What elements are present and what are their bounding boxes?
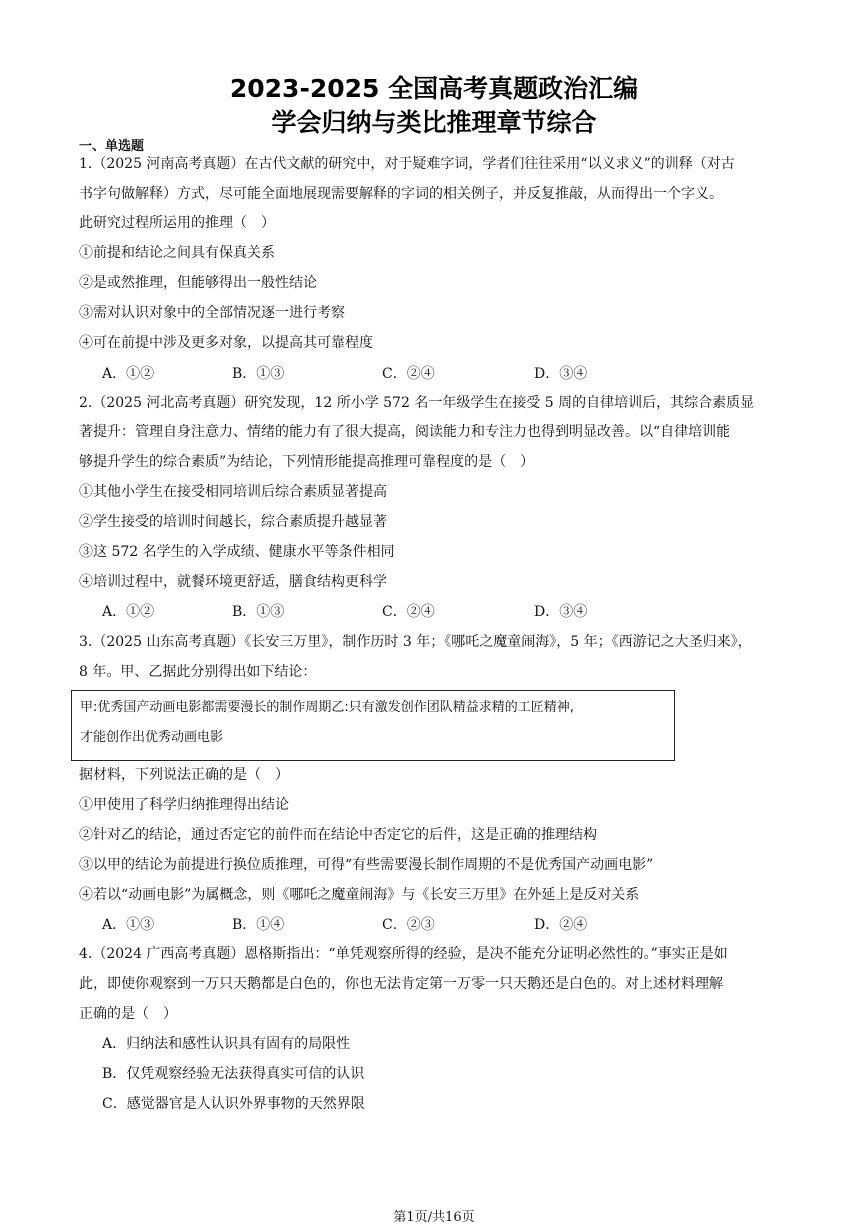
q4-stem-line: 此，即使你观察到一万只天鹅都是白色的，你也无法肯定第一万零一只天鹅还是白色的。对上述材料理解	[79, 976, 723, 992]
q3-stem-line: 3.（2025 山东高考真题）《长安三万里》，制作历时 3 年；《哪吒之魔童闹海》，5 年；《西游记之大圣归来》，	[79, 634, 752, 650]
q3-prompt: 据材料，下列说法正确的是（ ）	[79, 767, 289, 783]
q2-option-d: D．③④	[534, 604, 588, 620]
section-heading: 一、单选题	[79, 139, 145, 154]
q4-option-b: B．仅凭观察经验无法获得真实可信的认识	[102, 1066, 365, 1082]
q2-item: ②学生接受的培训时间越长，综合素质提升越显著	[79, 514, 387, 530]
q3-option-a: A．①③	[102, 917, 155, 933]
q2-option-c: C．②④	[382, 604, 435, 620]
q1-option-b: B．①③	[232, 366, 285, 382]
q1-stem-line: 此研究过程所运用的推理（ ）	[79, 215, 275, 231]
q3-option-c: C．②③	[382, 917, 435, 933]
q2-item: ③这 572 名学生的入学成绩、健康水平等条件相同	[79, 544, 395, 560]
q1-stem-line: 1.（2025 河南高考真题）在古代文献的研究中，对于疑难字词，学者们往往采用“以义求义”的训释（对古	[79, 156, 735, 172]
q3-material-line: 甲:优秀国产动画电影都需要漫长的制作周期乙:只有激发创作团队精益求精的工匠精神,	[80, 700, 574, 715]
q1-stem-line: 书字句做解释）方式，尽可能全面地展现需要解释的字词的相关例子，并反复推敲，从而得出一个字义。	[79, 186, 723, 202]
q3-option-d: D．②④	[534, 917, 588, 933]
document-title-line1: 2023-2025 全国高考真题政治汇编	[229, 74, 639, 103]
q1-option-c: C．②④	[382, 366, 435, 382]
q4-option-c: C．感觉器官是人认识外界事物的天然界限	[102, 1096, 365, 1112]
q1-item: ①前提和结论之间具有保真关系	[79, 245, 275, 261]
q1-item: ③需对认识对象中的全部情况逐一进行考察	[79, 305, 345, 321]
q1-item: ②是或然推理，但能够得出一般性结论	[79, 275, 317, 291]
q3-item: ④若以“动画电影”为属概念，则《哪吒之魔童闹海》与《长安三万里》在外延上是反对关系	[79, 887, 640, 903]
q2-stem-line: 著提升：管理自身注意力、情绪的能力有了很大提高，阅读能力和专注力也得到明显改善。以“自律培训能	[79, 424, 731, 440]
q3-option-b: B．①④	[232, 917, 285, 933]
document-title-line2: 学会归纳与类比推理章节综合	[271, 108, 597, 137]
q4-stem-line: 正确的是（ ）	[79, 1006, 177, 1022]
q4-stem-line: 4.（2024 广西高考真题）恩格斯指出：“单凭观察所得的经验，是决不能充分证明必然性的。”事实正是如	[79, 946, 728, 962]
q2-item: ④培训过程中，就餐环境更舒适，膳食结构更科学	[79, 574, 387, 590]
page-number-footer: 第1页/共16页	[393, 1210, 475, 1225]
q2-stem-line: 2.（2025 河北高考真题）研究发现，12 所小学 572 名一年级学生在接受 5 周的自律培训后，其综合素质显	[79, 395, 755, 411]
q3-item: ①甲使用了科学归纳推理得出结论	[79, 797, 289, 813]
q1-item: ④可在前提中涉及更多对象，以提高其可靠程度	[79, 335, 373, 351]
q1-option-d: D．③④	[534, 366, 588, 382]
q3-stem-line: 8 年。甲、乙据此分别得出如下结论：	[79, 664, 317, 680]
q3-item: ③以甲的结论为前提进行换位质推理，可得“有些需要漫长制作周期的不是优秀国产动画电影”	[79, 857, 654, 873]
q4-option-a: A．归纳法和感性认识具有固有的局限性	[102, 1036, 351, 1052]
q2-option-b: B．①③	[232, 604, 285, 620]
q3-item: ②针对乙的结论，通过否定它的前件而在结论中否定它的后件，这是正确的推理结构	[79, 827, 597, 843]
q1-option-a: A．①②	[102, 366, 155, 382]
q3-material-line: 才能创作出优秀动画电影	[80, 730, 224, 745]
q2-stem-line: 够提升学生的综合素质”为结论，下列情形能提高推理可靠程度的是（ ）	[79, 454, 535, 470]
q2-option-a: A．①②	[102, 604, 155, 620]
q2-item: ①其他小学生在接受相同培训后综合素质显著提高	[79, 484, 387, 500]
